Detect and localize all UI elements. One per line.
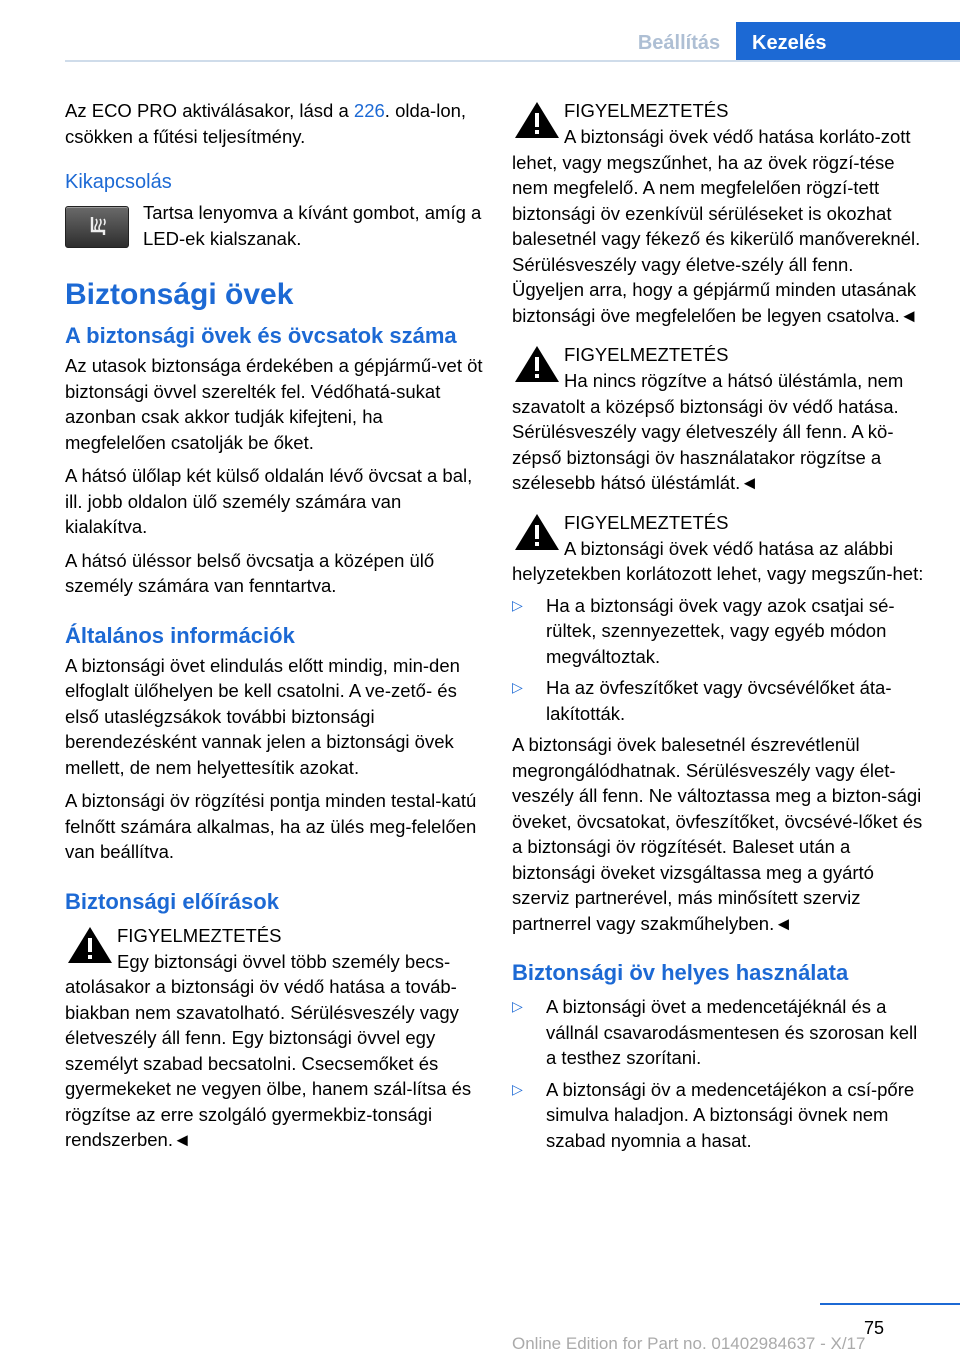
- warning-block: [512, 510, 926, 937]
- warning-triangle-icon: [512, 342, 562, 386]
- warning-label: FIGYELMEZTETÉS: [564, 511, 729, 533]
- warning-text: A biztonsági övek védő hatása korláto-zott lehet, vagy megszűnhet, ha az övek rögzí-tése nem megfelelő. A nem megfelelően rögzí-tett biztonsági öv ezenkívül sérüléseket is okozhat balesetnél vagy fékező és kikerülő manővereknél. Sérülésveszély vagy életve-szély áll fenn. Ügyeljen arra, hogy a gépjármű minden utasának biztonsági öve megfelelően be legyen csatolva.◄: [512, 126, 921, 326]
- footer-rule: [820, 1303, 960, 1305]
- warning-text: Ha nincs rögzítve a hátsó üléstámla, nem szavatolt a középső biztonsági öv védő hatása. Sérülésveszély vagy életveszély áll fenn. A kö-zépső biztonsági öv használatakor rögzítse a szélesebb hátsó üléstámlát.◄: [512, 370, 904, 493]
- intro-text: Az ECO PRO aktiválásakor, lásd a: [65, 100, 354, 121]
- list-item: [512, 593, 926, 670]
- warning-block: [512, 98, 926, 328]
- kikapcsolas-text: Tartsa lenyomva a kívánt gombot, amíg a LED-ek kialszanak.: [143, 202, 482, 249]
- bullet-triangle-icon: ▷: [512, 679, 523, 695]
- tab-kezeles[interactable]: Kezelés: [736, 22, 960, 62]
- warning-block: [65, 923, 485, 1153]
- paragraph: A biztonsági övek balesetnél észrevétlenül megrongálódhatnak. Sérülésveszély vagy élet-veszély áll fenn. Ne változtassa meg a bizton-sági öveket, övcsatokat, övfeszítőket, övcsévé-lőket és a biztonsági öv rögzítését. Baleset után a biztonsági öveket vizsgáltassa meg a gyártó szerviz partnerével, más minősített szerviz partnerrel vagy szakműhelyben.◄: [512, 734, 923, 934]
- edition-footer: Online Edition for Part no. 01402984637 - X/17: [512, 1334, 866, 1353]
- list-item-text: Ha a biztonsági övek vagy azok csatjai sé-rültek, szennyezettek, vagy egyéb módon megváltoztak.: [546, 594, 895, 667]
- paragraph: A biztonsági öv rögzítési pontja minden testal-katú felnőtt számára alkalmas, ha az ülés meg-felelően van beállítva.: [65, 790, 477, 862]
- page-link-226[interactable]: 226: [353, 100, 385, 121]
- page-number: 75: [864, 1318, 885, 1338]
- paragraph: A hátsó ülőlap két külső oldalán lévő övcsat a bal, ill. jobb oldalon ülő személy számára van kialakítva.: [65, 465, 473, 537]
- warning-bullet-list: [512, 593, 926, 727]
- eco-pro-paragraph: [65, 98, 485, 149]
- seat-heating-button-icon: [65, 206, 129, 248]
- bullet-triangle-icon: ▷: [512, 998, 523, 1014]
- paragraph: A biztonsági övet elindulás előtt mindig, min-den elfoglalt ülőhelyen be kell csatolni. A ve-zető- és első utaslégzsákok további biztonsági berendezésként vannak jelen a biztonsági övek mellett, de nem helyettesítik azokat.: [65, 654, 460, 778]
- intro-text-end: . olda-lon, csökken a fűtési teljesítmény.: [65, 100, 467, 147]
- paragraph: A hátsó üléssor belső övcsatja a középen ülő személy számára van fenntartva.: [65, 549, 435, 596]
- bullet-triangle-icon: ▷: [512, 1080, 523, 1097]
- kikapcsolas-heading: Kikapcsolás: [65, 171, 172, 193]
- list-item-text: A biztonsági övet a medencetájéknál és a vállnál csavarodásmentesen és szorosan kell a testhez szorítani.: [546, 996, 918, 1068]
- warning-label: FIGYELMEZTETÉS: [564, 344, 729, 365]
- left-column: [65, 98, 485, 1153]
- warning-triangle-icon: [65, 923, 115, 967]
- page-title: Biztonsági övek: [65, 278, 294, 311]
- warning-text: A biztonsági övek védő hatása az alábbi helyzetekben korlátozott lehet, vagy megszűn-het:: [512, 537, 924, 584]
- warning-triangle-icon: [512, 98, 562, 142]
- warning-block: [512, 342, 926, 496]
- list-item: [512, 675, 926, 726]
- list-item-text: Ha az övfeszítőket vagy övcsévélőket áta-lakították.: [546, 677, 892, 724]
- list-item: [512, 994, 926, 1071]
- section-heading-rules: Biztonsági előírások: [65, 888, 279, 914]
- section-heading-correct-use: Biztonsági öv helyes használata: [512, 960, 849, 985]
- bullet-triangle-icon: ▷: [512, 596, 523, 613]
- list-item-text: A biztonsági öv a medencetájékon a csí-pőre simulva haladjon. A biztonsági övnek nem szabad nyomnia a hasat.: [546, 1078, 915, 1151]
- tab-beallitas[interactable]: Beállítás: [637, 32, 721, 54]
- section-heading-count: A biztonsági övek és övcsatok száma: [65, 323, 457, 348]
- section-heading-general: Általános információk: [65, 622, 295, 648]
- paragraph: Az utasok biztonsága érdekében a gépjármű-vet öt biztonsági övvel szerelték fel. Védőhatá-sukat azonban csak akkor tudják kifejteni, ha megfelelően csatolják be őket.: [65, 355, 483, 453]
- warning-label: FIGYELMEZTETÉS: [564, 100, 729, 121]
- list-item: [512, 1077, 926, 1154]
- right-column: [512, 98, 926, 1159]
- warning-triangle-icon: [512, 510, 562, 554]
- kikapcsolas-row: [65, 200, 485, 251]
- usage-bullet-list: [512, 994, 926, 1153]
- warning-text: Egy biztonsági övvel több személy becs-atolásakor a biztonsági öv védő hatása a továb-biakban nem szavatolható. Sérülésveszély vagy életveszély áll fenn. Egy biztonsági övvel egy személyt szabad becsatolni. Csecsemőket és gyermekeket ne vegyen ölbe, hanem szál-lítsa és rögzítse az erre szolgáló gyermekbiz-tonsági rendszerben.◄: [65, 950, 472, 1150]
- page-header: [0, 0, 960, 62]
- warning-label: FIGYELMEZTETÉS: [117, 924, 282, 946]
- header-rule: [65, 60, 960, 62]
